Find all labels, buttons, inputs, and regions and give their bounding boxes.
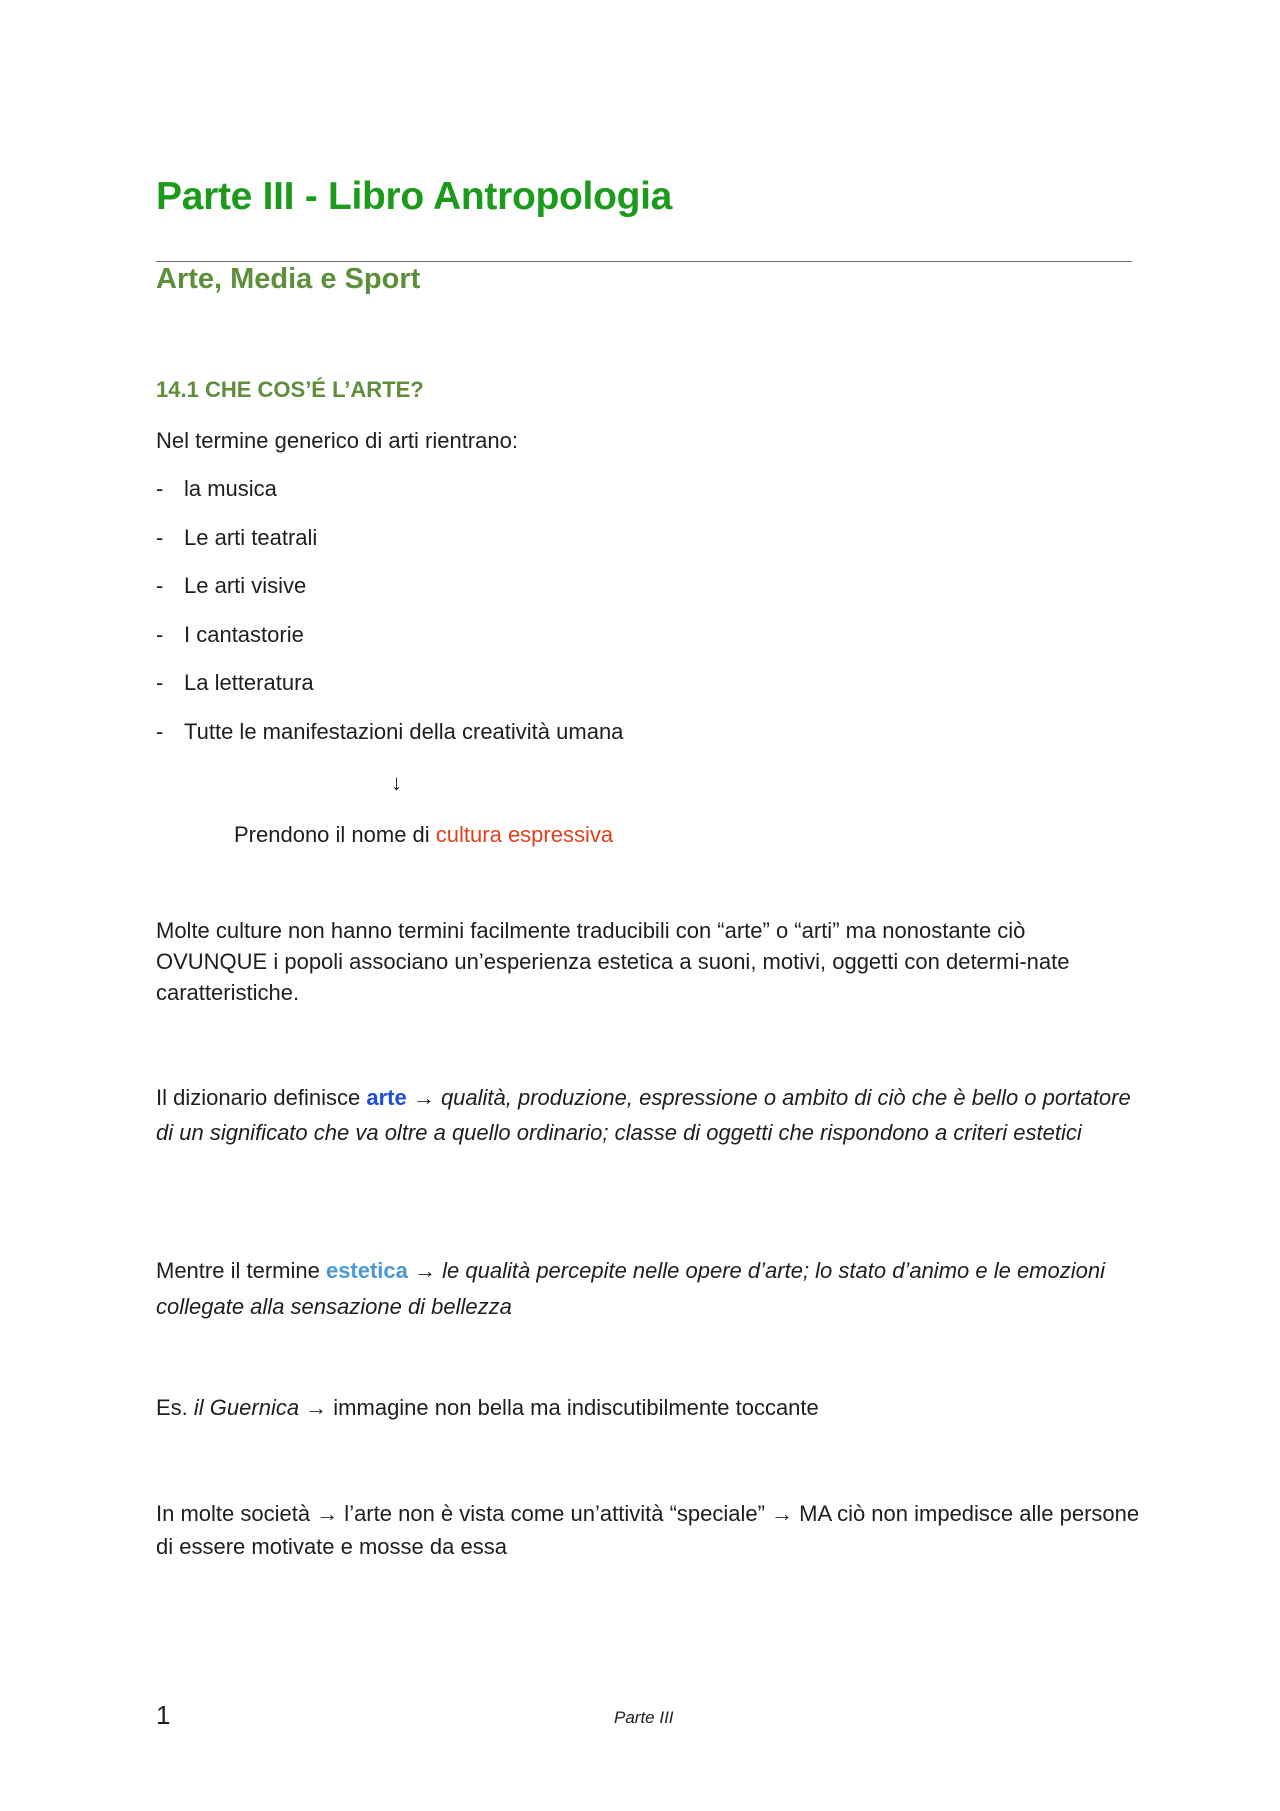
cultura-espressiva-line <box>234 819 613 850</box>
arrow-right-icon: → <box>406 1085 441 1110</box>
list-dash: - <box>156 524 164 550</box>
document-subtitle: Arte, Media e Sport <box>156 263 421 295</box>
paragraph-lead: Il dizionario definisce <box>156 1085 367 1110</box>
title-divider <box>156 261 1132 262</box>
list-item-text: Le arti teatrali <box>184 524 318 550</box>
list-dash: - <box>156 670 164 695</box>
paragraph-example-guernica <box>156 1392 1141 1423</box>
term-arte: arte <box>366 1085 407 1110</box>
paragraph-lead: Mentre il termine <box>156 1258 326 1283</box>
list-item-text: Le arti visive <box>184 573 307 598</box>
section-number: 14.1 <box>156 377 199 402</box>
footer-label: Parte III <box>614 1708 674 1727</box>
list-item <box>156 570 623 619</box>
list-item-text: La letteratura <box>184 670 314 695</box>
prendono-text: Prendono il nome di <box>234 822 436 847</box>
list-item <box>156 619 623 668</box>
page-number: 1 <box>156 1700 171 1730</box>
list-dash: - <box>156 573 164 598</box>
example-lead: Es. <box>156 1395 194 1420</box>
term-estetica: estetica <box>325 1258 408 1283</box>
arrow-right-icon: → <box>407 1258 443 1283</box>
paragraph-arte-definition <box>156 1080 1141 1150</box>
list-item <box>156 473 623 522</box>
list-item-text: I cantastorie <box>184 621 304 647</box>
example-rest: → immagine non bella ma indiscutibilmente toccante <box>299 1395 819 1420</box>
list-dash: - <box>156 476 164 501</box>
intro-text: Nel termine generico di arti rientrano: <box>156 428 518 453</box>
list-item <box>156 667 623 716</box>
arte-definition: qualità, produzione, espressione o ambito di ciò che è bello o portatore di un significato che va oltre a quello ordinario; classe di oggetti che rispondono a criteri estetici <box>156 1085 1131 1145</box>
list-dash: - <box>156 718 164 744</box>
list-item <box>156 716 623 765</box>
list-item <box>156 522 623 571</box>
list-item-text: la musica <box>184 476 277 501</box>
section-title: CHE COS’É L’ARTE? <box>204 377 424 402</box>
estetica-definition: le qualità percepite nelle opere d’arte; lo stato d’animo e le emozioni collegate alla sensazione di bellezza <box>156 1258 1105 1319</box>
guernica-title: il Guernica <box>193 1395 300 1420</box>
list-item-text: Tutte le manifestazioni della creatività umana <box>184 718 624 744</box>
arts-list <box>156 473 623 764</box>
cultura-espressiva-highlight: cultura espressiva <box>435 822 614 847</box>
arrow-down-icon: ↓ <box>391 770 402 795</box>
paragraph-estetica-definition <box>156 1253 1141 1325</box>
document-title: Parte III - Libro Antropologia <box>156 175 673 218</box>
paragraph-culture: Molte culture non hanno termini facilmente traducibili con “arte” o “arti” ma nonostante ciò OVUNQUE i popoli associano un’esperienza estetica a suoni, motivi, oggetti con determi-nate caratteristiche. <box>156 918 1070 1005</box>
section-heading <box>156 377 424 403</box>
list-dash: - <box>156 621 164 647</box>
paragraph-societies: In molte società → l’arte non è vista come un’attività “speciale” → MA ciò non impedisce alle persone di essere motivate e mosse da essa <box>156 1501 1140 1559</box>
